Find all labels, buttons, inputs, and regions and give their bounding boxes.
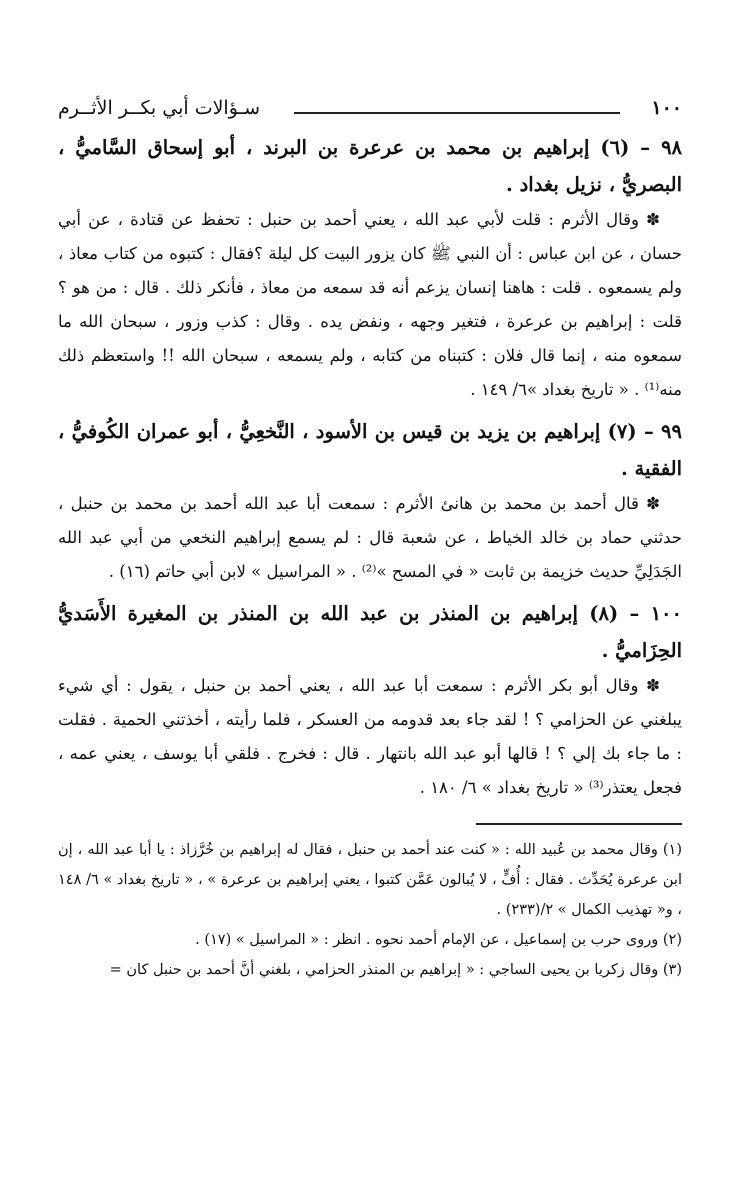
- footnote-1: (١) وقال محمد بن عُبيد الله : « كنت عند أحمد بن حنبل ، فقال له إبراهيم بن خُرَّزاذ : يا أبا عبد الله ، إن ابن عرعرة يُحَدِّث . فقال : أُفٍّ ، لا يُبالون عَمَّن كتبوا ، يعني إبراهيم بن عرعرة » ، « تاريخ بغداد » ٦/ ١٤٨ ، و« تهذيب الكمال » ٢/(٢٣٣) .: [58, 842, 682, 918]
- entry-99: [58, 413, 682, 589]
- header-rule: [294, 112, 620, 114]
- running-title: سـؤالات أبي بكــر الأثــرم: [58, 97, 261, 119]
- footnotes: [58, 835, 682, 985]
- footnote-divider: [476, 823, 682, 825]
- footnote-2: (٢) وروى حرب بن إسماعيل ، عن الإمام أحمد نحوه . انظر : « المراسيل » (١٧) .: [195, 932, 682, 948]
- page-header: [58, 95, 682, 129]
- entry-body: ✽ وقال الأثرم : قلت لأبي عبد الله ، يعني أحمد بن حنبل : تحفظ عن قتادة ، عن أبي حسان ، عن ابن عباس : أن النبي ﷺ كان يزور البيت كل ليلة ؟فقال : كتبوه من كتاب معاذ ، ولم يسمعوه . قلت : هاهنا إنسان يزعم أنه قد سمعه من معاذ ، فأنكر ذلك . قال : من هو ؟ قلت : إبراهيم بن عرعرة ، فتغير وجهه ، ونفض يده . وقال : كذب وزور ، سبحان الله ما سمعوه منه ، إنما قال فلان : كتبناه من كتابه ، ولم يسمعه ، سبحان الله !! واستعظم ذلك منه⁽¹⁾ . « تاريخ بغداد »٦/ ١٤٩ .: [58, 210, 682, 399]
- entry-100: [58, 595, 682, 805]
- entry-heading: ٩٩ – (٧) إبراهيم بن يزيد بن قيس بن الأسود ، النَّخعِيُّ ، أبو عمران الكُوفيُّ ، الفقية .: [58, 420, 682, 480]
- entry-body: ✽ وقال أبو بكر الأثرم : سمعت أبا عبد الله ، يعني أحمد بن حنبل ، يقول : أي شيء يبلغني عن الحزامي ؟ ! لقد جاء بعد قدومه من العسكر ، فلما رأيته ، أخذتني الحمية . فقلت : ما جاء بك إلي ؟ ! قالها أبو عبد الله بانتهار . قال : فخرج . فلقي أبا يوسف ، يعني عمه ، فجعل يعتذر⁽³⁾ « تاريخ بغداد » ٦/ ١٨٠ .: [58, 676, 682, 797]
- entry-heading: ٩٨ – (٦) إبراهيم بن محمد بن عرعرة بن البرند ، أبو إسحاق السَّاميُّ ، البصريُّ ، نزيل بغداد .: [58, 136, 683, 196]
- footnote-3: (٣) وقال زكريا بن يحيى الساجي : « إبراهيم بن المنذر الحزامي ، بلغني أنَّ أحمد بن حنبل كان =: [109, 962, 682, 978]
- entry-heading: ١٠٠ – (٨) إبراهيم بن المنذر بن عبد الله بن المنذر بن المغيرة الأَسَديُّ الحِزَاميُّ .: [58, 602, 682, 662]
- entry-98: [58, 129, 682, 407]
- entry-body: ✽ قال أحمد بن محمد بن هانئ الأثرم : سمعت أبا عبد الله أحمد بن محمد بن حنبل ، حدثني حماد بن خالد الخياط ، عن شعبة قال : لم يسمع إبراهيم النخعي من أبي عبد الله الجَدَلِيِّ حديث خزيمة بن ثابت « في المسح »⁽²⁾ . « المراسيل » لابن أبي حاتم (١٦) .: [58, 494, 682, 581]
- book-page: [58, 95, 682, 985]
- page-number: ١٠٠: [651, 97, 682, 119]
